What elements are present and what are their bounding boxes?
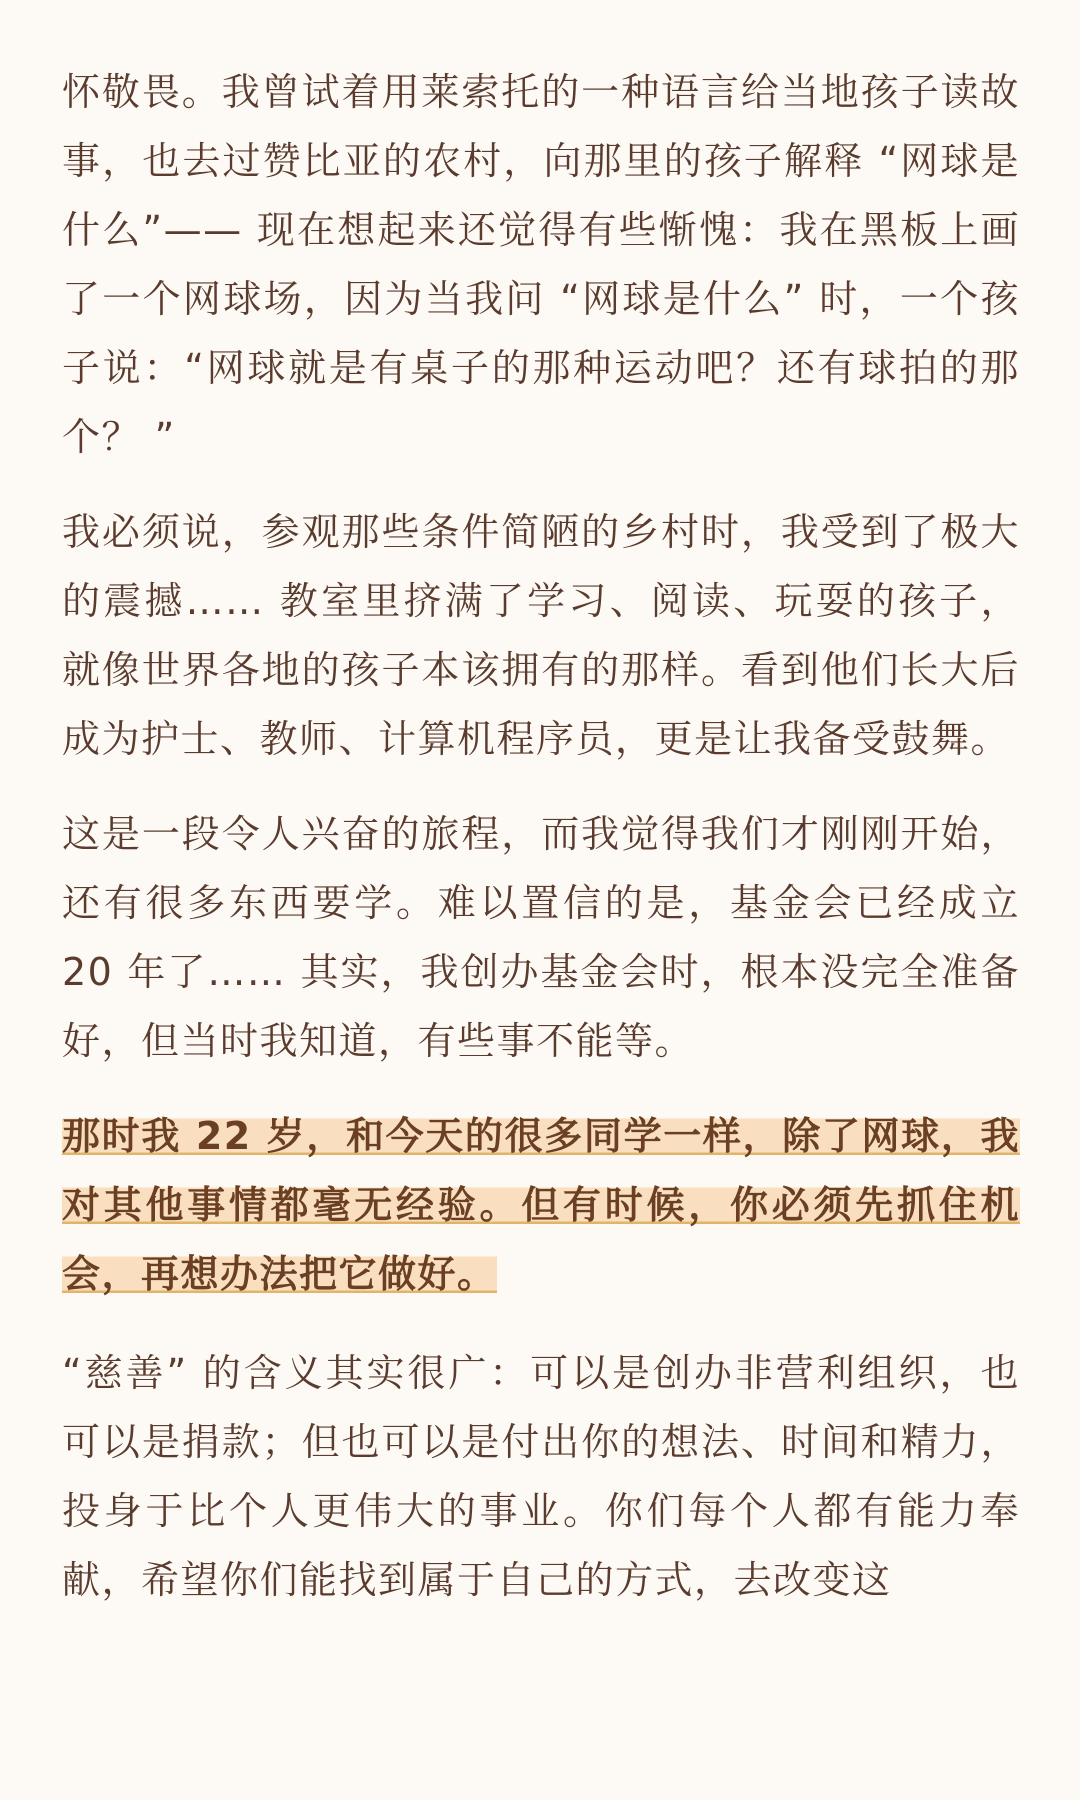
paragraph-3: 这是一段令人兴奋的旅程，而我觉得我们才刚刚开始，还有很多东西要学。难以置信的是，基金会已经成立 20 年了…… 其实，我创办基金会时，根本没完全准备好，但当时我知道，有些事不能等。 bbox=[62, 812, 1020, 1063]
highlighted-paragraph bbox=[62, 1102, 1020, 1309]
paragraph-2: 我必须说，参观那些条件简陋的乡村时，我受到了极大的震撼…… 教室里挤满了学习、阅读、玩耍的孩子，就像世界各地的孩子本该拥有的那样。看到他们长大后成为护士、教师、计算机程序员，更是让我备受鼓舞。 bbox=[62, 510, 1020, 761]
paragraph-5: “慈善” 的含义其实很广：可以是创办非营利组织，也可以是捐款；但也可以是付出你的想法、时间和精力，投身于比个人更伟大的事业。你们每个人都有能力奉献，希望你们能找到属于自己的方式，去改变这 bbox=[62, 1351, 1020, 1602]
highlighted-quote: 那时我 22 岁，和今天的很多同学一样，除了网球，我对其他事情都毫无经验。但有时候，你必须先抓住机会，再想办法把它做好。 bbox=[62, 1114, 1020, 1296]
article-body bbox=[62, 58, 1020, 1641]
paragraph-1: 怀敬畏。我曾试着用莱索托的一种语言给当地孩子读故事，也去过赞比亚的农村，向那里的孩子解释 “网球是什么”—— 现在想起来还觉得有些惭愧：我在黑板上画了一个网球场，因为当我问 “网球是什么” 时，一个孩子说：“网球就是有桌子的那种运动吧？还有球拍的那个？ ” bbox=[62, 70, 1020, 459]
